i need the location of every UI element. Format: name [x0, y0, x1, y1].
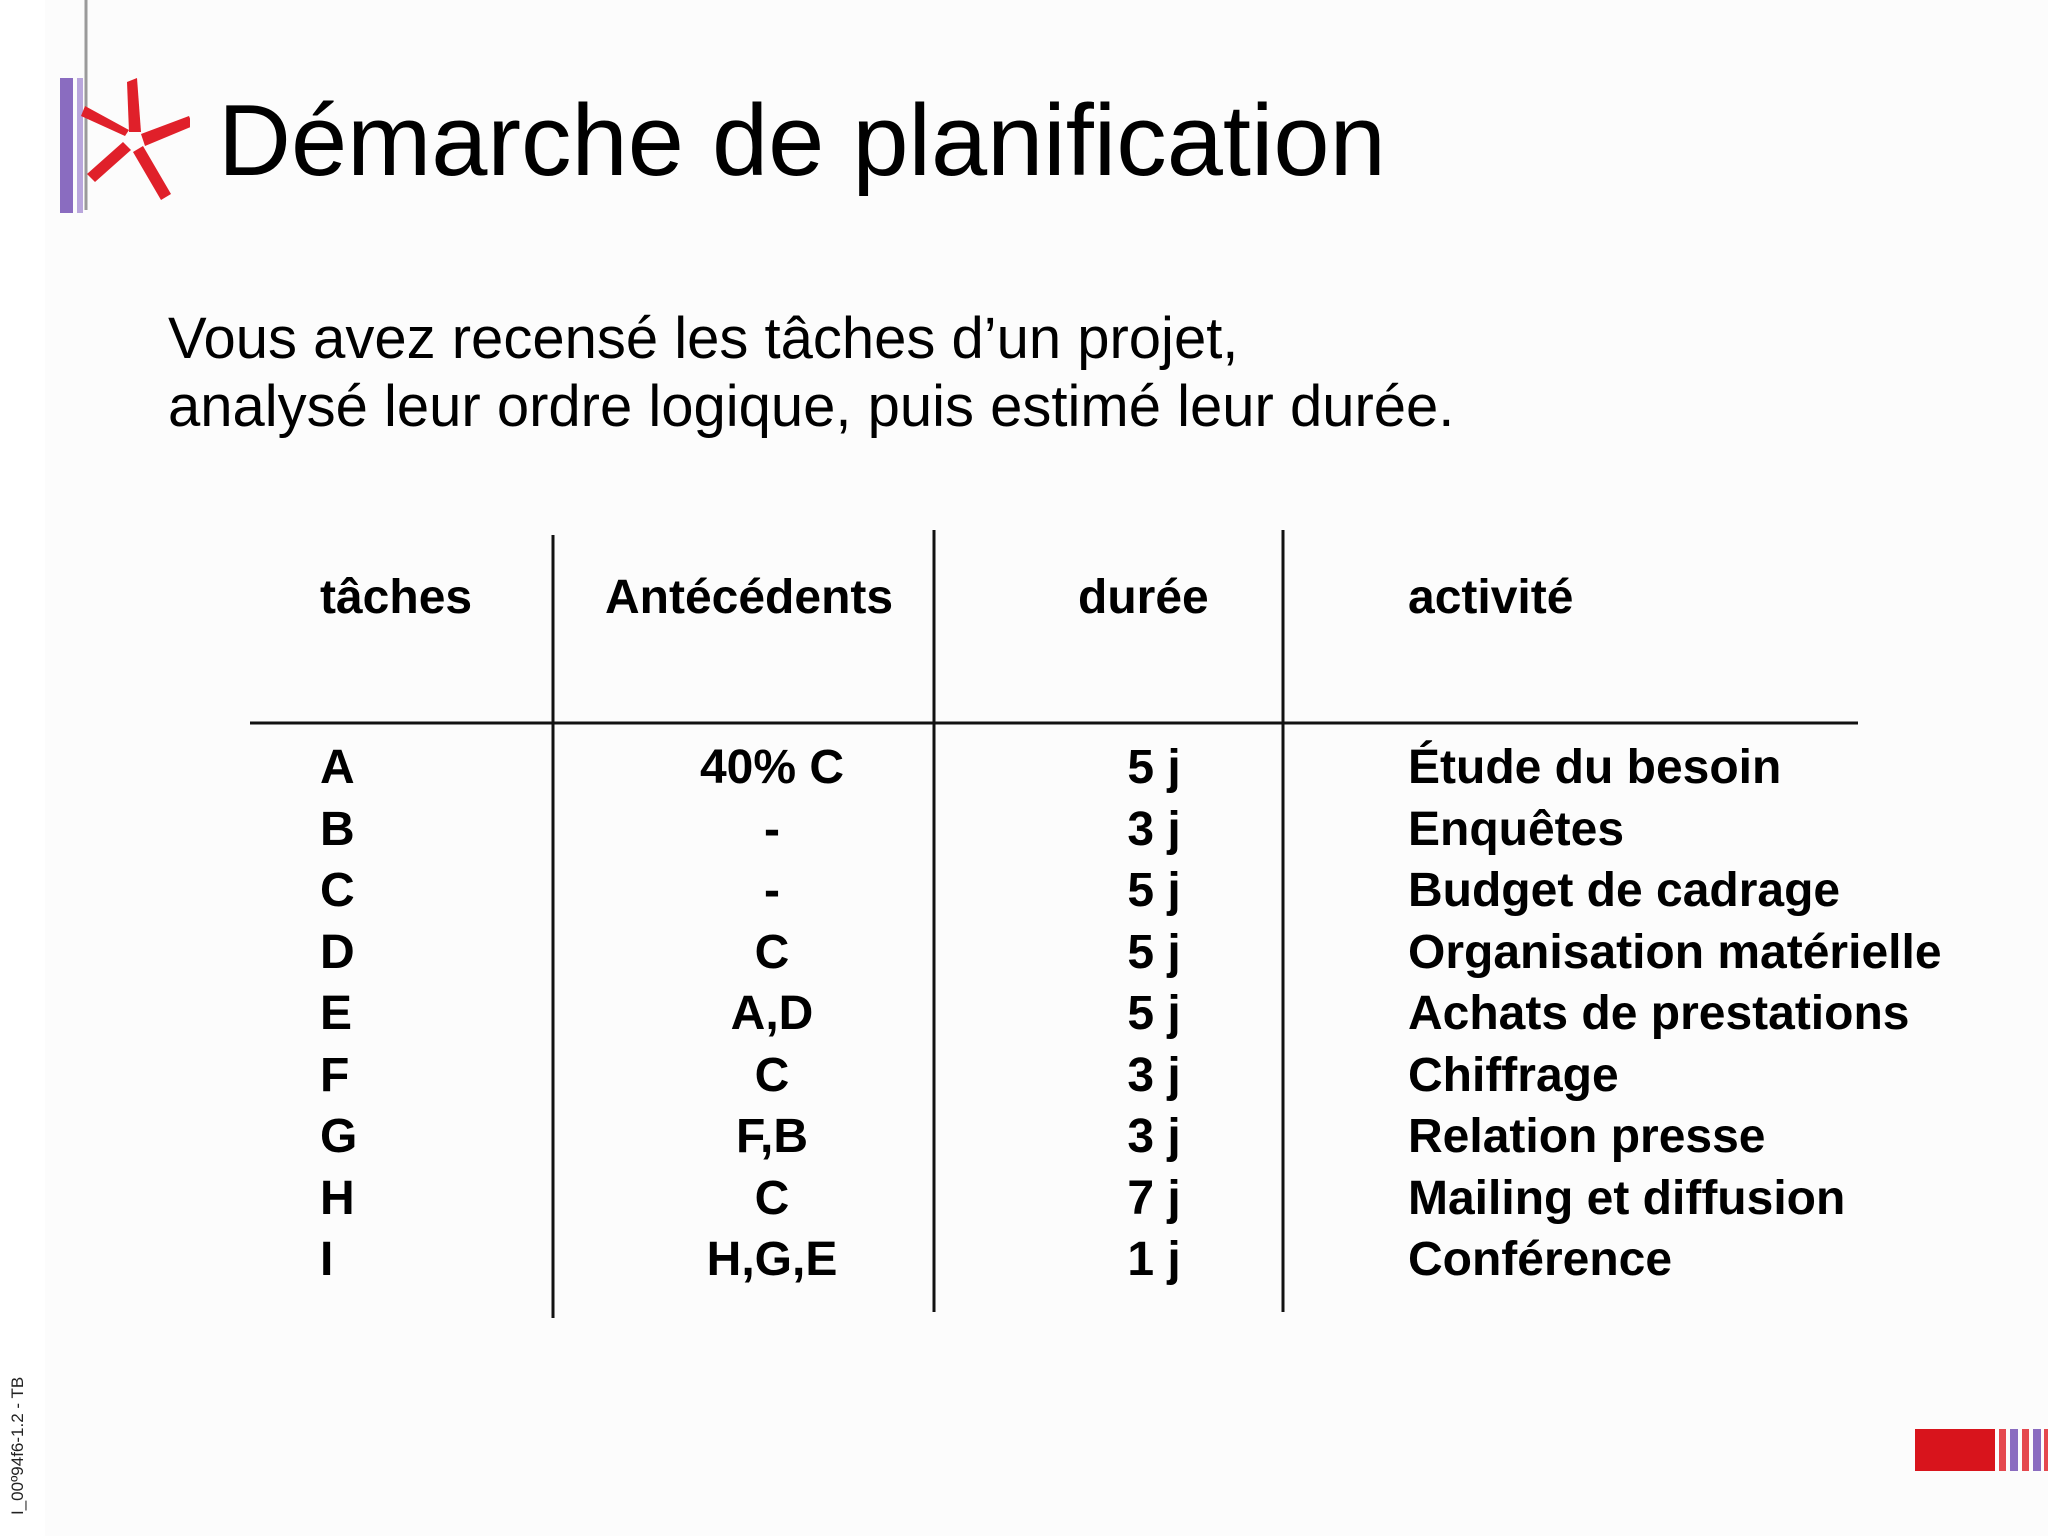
task-cell: A — [320, 741, 355, 794]
duration-cell: 1 j — [1127, 1233, 1181, 1286]
task-cell: G — [320, 1110, 358, 1163]
red-asterisk-logo-icon — [55, 0, 190, 220]
column-antecedents — [622, 737, 922, 1291]
task-cell: E — [320, 987, 353, 1040]
activity-cell: Relation presse — [1408, 1110, 1766, 1163]
duration-cell: 3 j — [1127, 1110, 1181, 1163]
activity-cell: Achats de prestations — [1408, 987, 1910, 1040]
header-taches: tâches — [320, 571, 473, 624]
task-cell: I — [320, 1233, 334, 1286]
antecedents-cell: C — [754, 1048, 790, 1102]
activity-cell: Conférence — [1408, 1233, 1673, 1286]
antecedents-cell: H,G,E — [706, 1233, 838, 1286]
activity-cell: Organisation matérielle — [1408, 925, 1942, 979]
duration-cell: 5 j — [1127, 925, 1181, 979]
slide-title: Démarche de planification — [218, 85, 1386, 197]
antecedents-cell: F,B — [736, 1110, 808, 1163]
intro-text — [168, 305, 1454, 441]
antecedents-cell: - — [764, 802, 780, 856]
header-antecedents: Antécédents — [605, 571, 894, 624]
activity-cell: Mailing et diffusion — [1408, 1171, 1846, 1225]
activity-cell: Budget de cadrage — [1408, 864, 1841, 917]
task-cell: H — [320, 1171, 355, 1225]
duration-cell: 5 j — [1127, 987, 1181, 1040]
duration-cell: 5 j — [1127, 741, 1181, 794]
task-cell: D — [320, 925, 355, 979]
duration-cell: 5 j — [1127, 864, 1181, 917]
activity-cell: Chiffrage — [1408, 1048, 1619, 1102]
header-activite: activité — [1408, 571, 1574, 624]
column-activite — [1408, 737, 2008, 1291]
column-duree — [1084, 737, 1224, 1291]
antecedents-cell: C — [754, 925, 790, 979]
antecedents-cell: A,D — [730, 987, 814, 1040]
duration-cell: 3 j — [1127, 1048, 1181, 1102]
task-cell: C — [320, 864, 355, 917]
activity-cell: Étude du besoin — [1408, 741, 1782, 794]
antecedents-cell: C — [754, 1171, 790, 1225]
column-taches — [320, 737, 460, 1291]
red-block-stripes-logo-icon — [1915, 1425, 2048, 1475]
header-duree: durée — [1078, 571, 1209, 624]
antecedents-cell: 40% C — [699, 741, 845, 794]
intro-line: analysé leur ordre logique, puis estimé leur durée. — [168, 374, 1455, 439]
duration-cell: 3 j — [1127, 802, 1181, 856]
duration-cell: 7 j — [1127, 1171, 1181, 1225]
footer-document-code: I_00º94f6-1.2 - TB — [8, 1376, 27, 1515]
activity-cell: Enquêtes — [1408, 802, 1625, 856]
task-cell: B — [320, 802, 355, 856]
intro-line: Vous avez recensé les tâches d’un projet, — [168, 306, 1239, 371]
antecedents-cell: - — [764, 864, 780, 917]
task-cell: F — [320, 1048, 350, 1102]
